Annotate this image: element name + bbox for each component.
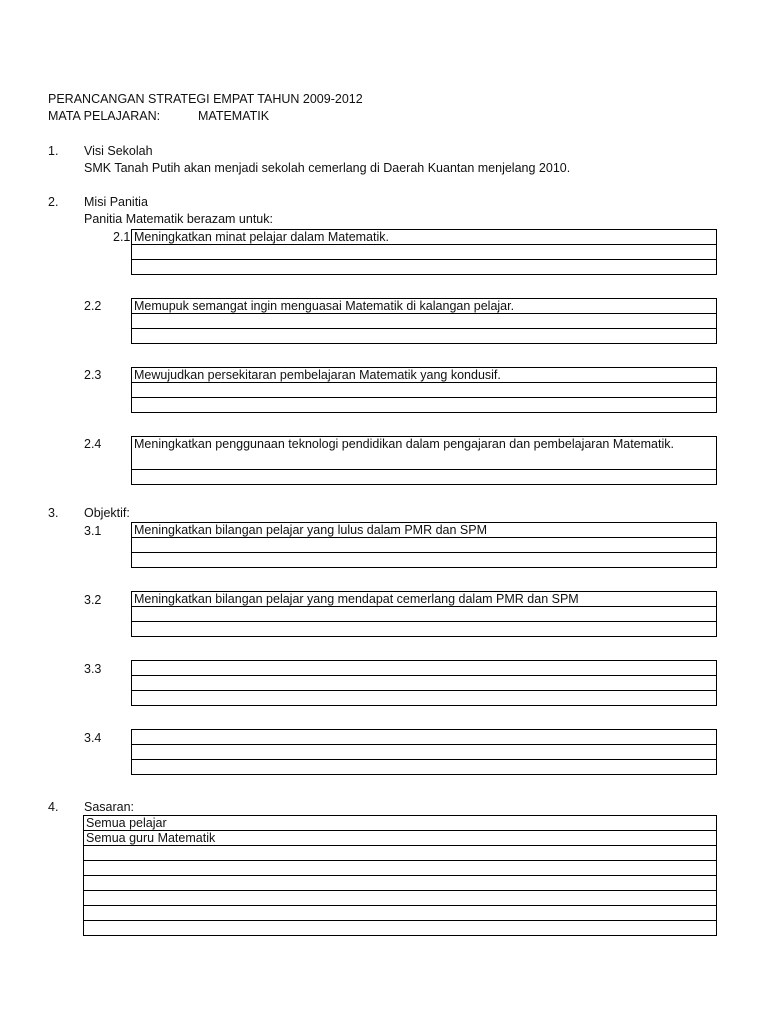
misi-item-text: Memupuk semangat ingin menguasai Matematik di kalangan pelajar. xyxy=(132,299,717,314)
section-label-objektif: Objektif: xyxy=(84,506,130,520)
misi-item-blank-row xyxy=(132,260,717,275)
section-label-visi: Visi Sekolah xyxy=(84,144,153,158)
misi-item-box xyxy=(131,229,717,275)
section-number-sasaran: 4. xyxy=(48,800,59,814)
misi-intro: Panitia Matematik berazam untuk: xyxy=(84,212,273,226)
objektif-item-box xyxy=(131,729,717,775)
misi-item-box xyxy=(131,298,717,344)
misi-item-text: Meningkatkan penggunaan teknologi pendidikan dalam pengajaran dan pembelajaran Matematik. xyxy=(132,437,717,470)
section-number-visi: 1. xyxy=(48,144,59,158)
misi-item-blank-row xyxy=(132,470,717,485)
misi-item-number: 2.2 xyxy=(84,299,102,313)
objektif-item-number: 3.2 xyxy=(84,593,102,607)
sasaran-row: Semua pelajar xyxy=(84,816,717,831)
objektif-item-blank-row xyxy=(132,607,717,622)
objektif-item-box xyxy=(131,660,717,706)
objektif-item-text xyxy=(132,730,717,745)
objektif-item-text: Meningkatkan bilangan pelajar yang mendapat cemerlang dalam PMR dan SPM xyxy=(132,592,717,607)
misi-item-number: 2.3 xyxy=(84,368,102,382)
objektif-item-blank-row xyxy=(132,745,717,760)
subject-label: MATA PELAJARAN: xyxy=(48,109,161,123)
section-number-misi: 2. xyxy=(48,195,59,209)
section-label-sasaran: Sasaran: xyxy=(84,800,135,814)
misi-item-number: 2.1 xyxy=(113,230,131,244)
misi-item-box xyxy=(131,367,717,413)
sasaran-row xyxy=(84,861,717,876)
objektif-item-blank-row xyxy=(132,553,717,568)
objektif-item-blank-row xyxy=(132,676,717,691)
objektif-item-blank-row xyxy=(132,538,717,553)
misi-item-blank-row xyxy=(132,245,717,260)
objektif-item-blank-row xyxy=(132,691,717,706)
sasaran-row xyxy=(84,906,717,921)
visi-text: SMK Tanah Putih akan menjadi sekolah cemerlang di Daerah Kuantan menjelang 2010. xyxy=(84,161,571,175)
sasaran-row xyxy=(84,921,717,936)
misi-item-blank-row xyxy=(132,329,717,344)
objektif-item-number: 3.3 xyxy=(84,662,102,676)
misi-item-box xyxy=(131,436,717,485)
objektif-item-box xyxy=(131,522,717,568)
subject-value: MATEMATIK xyxy=(198,109,270,123)
misi-item-blank-row xyxy=(132,314,717,329)
misi-item-blank-row xyxy=(132,383,717,398)
misi-item-text: Meningkatkan minat pelajar dalam Matematik. xyxy=(132,230,717,245)
sasaran-row xyxy=(84,876,717,891)
document-title: PERANCANGAN STRATEGI EMPAT TAHUN 2009-2012 xyxy=(48,92,363,106)
objektif-item-text: Meningkatkan bilangan pelajar yang lulus dalam PMR dan SPM xyxy=(132,523,717,538)
objektif-item-blank-row xyxy=(132,760,717,775)
section-label-misi: Misi Panitia xyxy=(84,195,148,209)
sasaran-row xyxy=(84,891,717,906)
objektif-item-number: 3.4 xyxy=(84,731,102,745)
section-number-objektif: 3. xyxy=(48,506,59,520)
objektif-item-text xyxy=(132,661,717,676)
sasaran-row: Semua guru Matematik xyxy=(84,831,717,846)
objektif-item-number: 3.1 xyxy=(84,524,102,538)
objektif-item-blank-row xyxy=(132,622,717,637)
sasaran-box xyxy=(83,815,717,936)
misi-item-blank-row xyxy=(132,398,717,413)
misi-item-text: Mewujudkan persekitaran pembelajaran Matematik yang kondusif. xyxy=(132,368,717,383)
objektif-item-box xyxy=(131,591,717,637)
misi-item-number: 2.4 xyxy=(84,437,102,451)
sasaran-row xyxy=(84,846,717,861)
